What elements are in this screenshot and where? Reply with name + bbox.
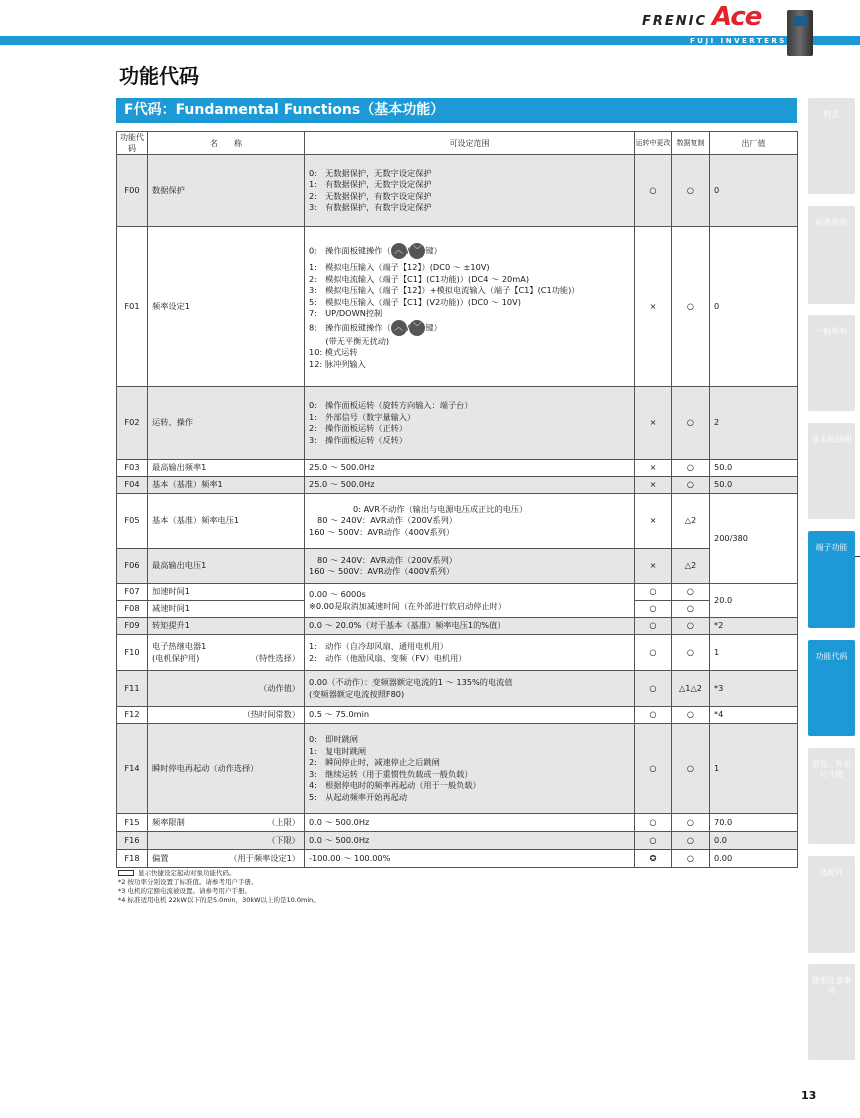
name-cell: 运转、操作 bbox=[148, 387, 305, 460]
runtime-cell: ○ bbox=[635, 584, 672, 601]
range-line: 1: 动作（自冷却风扇、通用电机用） bbox=[309, 641, 448, 651]
runtime-cell: ✪ bbox=[635, 850, 672, 868]
range-cell: -100.00 ～ 100.00% bbox=[305, 850, 635, 868]
default-cell: 0 bbox=[710, 227, 798, 387]
table-row bbox=[117, 618, 798, 635]
footnote: *3 电机的定额电流被设置。请参考用户手册。 bbox=[118, 887, 251, 895]
runtime-cell: × bbox=[635, 477, 672, 494]
copy-cell: ○ bbox=[672, 707, 710, 724]
default-cell: 1 bbox=[710, 724, 798, 814]
side-tab-label: 基本接线图 bbox=[811, 435, 852, 444]
runtime-cell: ○ bbox=[635, 601, 672, 618]
name-cell: 最高输出电压1 bbox=[148, 549, 305, 584]
code-cell: F08 bbox=[117, 601, 148, 618]
side-tab-function-codes[interactable] bbox=[808, 640, 855, 736]
range-line: 3: 继续运转（用于重惯性负载或一般负载） bbox=[309, 768, 473, 779]
header-copy: 数据复制 bbox=[672, 132, 710, 155]
table-header-row bbox=[117, 132, 798, 155]
code-cell: F16 bbox=[117, 832, 148, 850]
copy-cell: ○ bbox=[672, 584, 710, 601]
range-line: 10: 模式运转 bbox=[309, 347, 358, 357]
range-line: 80 ～ 240V：AVR动作（200V系列） bbox=[317, 515, 457, 526]
side-tab-wiring[interactable] bbox=[808, 423, 855, 519]
header-code: 功能代码 bbox=[117, 132, 148, 155]
header-runtime: 运转中更改 bbox=[635, 132, 672, 155]
range-line: 1: 模拟电压输入（端子【12】）(DC0 ～ ±10V) bbox=[309, 262, 490, 272]
side-tab-label: 选配件 bbox=[819, 868, 844, 877]
range-line bbox=[309, 243, 630, 259]
code-cell: F05 bbox=[117, 494, 148, 549]
name-qualifier: （用于频率设定1） bbox=[229, 852, 300, 863]
side-tab-options[interactable] bbox=[808, 856, 855, 953]
copy-cell: ○ bbox=[672, 387, 710, 460]
range-line: 3: 模拟电压输入（端子【12】）+模拟电流输入（端子【C1】(C1功能)） bbox=[309, 285, 580, 295]
name-cell: 转矩提升1 bbox=[148, 618, 305, 635]
copy-cell: ○ bbox=[672, 155, 710, 227]
range-line: 2: 动作（他励风扇、变频（FV）电机用） bbox=[309, 652, 467, 663]
range-line: 2: 无数据保护，有数字设定保护 bbox=[309, 190, 432, 201]
range-cell bbox=[305, 549, 635, 584]
slash-text: / bbox=[406, 322, 410, 332]
name-cell bbox=[148, 707, 305, 724]
function-code-table bbox=[116, 131, 798, 868]
copy-cell: ○ bbox=[672, 814, 710, 832]
side-tab-standard-specs[interactable] bbox=[808, 206, 855, 304]
range-line: 160 ～ 500V：AVR动作（400V系列） bbox=[309, 526, 455, 537]
code-cell: F09 bbox=[117, 618, 148, 635]
range-cell: 25.0 ～ 500.0Hz bbox=[305, 477, 635, 494]
runtime-cell: × bbox=[635, 460, 672, 477]
table-row bbox=[117, 387, 798, 460]
code-cell: F12 bbox=[117, 707, 148, 724]
range-cell bbox=[305, 494, 635, 549]
range-line: 0.00（不动作）：变频器额定电流的1 ～ 135%的电流值 bbox=[309, 677, 513, 687]
range-cell bbox=[305, 671, 635, 707]
runtime-cell: × bbox=[635, 549, 672, 584]
copy-cell: ○ bbox=[672, 635, 710, 671]
header-range: 可设定范围 bbox=[305, 132, 635, 155]
default-cell: 0 bbox=[710, 155, 798, 227]
code-cell: F11 bbox=[117, 671, 148, 707]
name-cell bbox=[148, 671, 305, 707]
range-line: 80 ～ 240V：AVR动作（200V系列） bbox=[317, 554, 457, 565]
header-name: 名 称 bbox=[148, 132, 305, 155]
legend-box-icon bbox=[118, 870, 134, 876]
up-key-icon: ︿ bbox=[391, 320, 407, 336]
range-line: 160 ～ 500V：AVR动作（400V系列） bbox=[309, 566, 455, 576]
copy-cell: ○ bbox=[672, 227, 710, 387]
range-line: 5: 模拟电压输入（端子【C1】(V2功能)）(DC0 ～ 10V) bbox=[309, 296, 521, 307]
edge-tick-mark bbox=[855, 556, 860, 557]
table-row bbox=[117, 850, 798, 868]
brand-ace-text: Ace bbox=[712, 2, 762, 32]
range-line: 3: 操作面板运转（反转） bbox=[309, 434, 408, 445]
range-line: 7: UP/DOWN控制 bbox=[309, 308, 383, 318]
code-cell: F07 bbox=[117, 584, 148, 601]
runtime-cell: ○ bbox=[635, 814, 672, 832]
copy-cell: ○ bbox=[672, 477, 710, 494]
range-line: (带无平衡无扰动) bbox=[309, 335, 390, 346]
runtime-cell: ○ bbox=[635, 707, 672, 724]
range-text: 0: 操作面板键操作（ bbox=[309, 245, 391, 256]
runtime-cell: ○ bbox=[635, 671, 672, 707]
table-row bbox=[117, 707, 798, 724]
default-cell: 50.0 bbox=[710, 477, 798, 494]
runtime-cell: × bbox=[635, 387, 672, 460]
side-tab-features[interactable] bbox=[808, 98, 855, 194]
name-qualifier: （特性选择） bbox=[250, 652, 300, 663]
side-tab-label: 标准规格 bbox=[815, 218, 848, 227]
copy-cell: ○ bbox=[672, 460, 710, 477]
copy-cell: △1△2 bbox=[672, 671, 710, 707]
footnotes bbox=[118, 869, 320, 905]
footnote-text: 显示快捷设定起动对象功能代码。 bbox=[138, 869, 236, 877]
runtime-cell: ○ bbox=[635, 635, 672, 671]
table-row bbox=[117, 584, 798, 601]
section-heading: F代码：Fundamental Functions（基本功能） bbox=[116, 98, 797, 123]
range-line: 0.00 ～ 6000s bbox=[309, 589, 366, 599]
range-line: 1: 复电时跳闸 bbox=[309, 745, 367, 756]
name-text: 频率限制 bbox=[152, 816, 185, 827]
side-tab-general-specs[interactable] bbox=[808, 315, 855, 411]
range-line: (变频器额定电流按照F80) bbox=[309, 688, 405, 699]
side-tab-label: 型号、外形尺寸图 bbox=[811, 760, 852, 779]
down-key-icon: ﹀ bbox=[409, 320, 425, 336]
table-row bbox=[117, 227, 798, 387]
copy-cell: ○ bbox=[672, 724, 710, 814]
name-cell bbox=[148, 635, 305, 671]
name-cell: 加速时间1 bbox=[148, 584, 305, 601]
code-cell: F01 bbox=[117, 227, 148, 387]
side-tab-precautions[interactable] bbox=[808, 964, 855, 1060]
range-line: 12: 脉冲列输入 bbox=[309, 358, 366, 369]
range-line: 1: 有数据保护，无数字设定保护 bbox=[309, 179, 432, 189]
code-cell: F18 bbox=[117, 850, 148, 868]
default-cell: *2 bbox=[710, 618, 798, 635]
name-text: (电机保护用) bbox=[152, 652, 200, 663]
table-row bbox=[117, 832, 798, 850]
range-text: 8: 操作面板键操作（ bbox=[309, 322, 391, 332]
range-cell bbox=[305, 227, 635, 387]
range-line: 5: 从起动频率开始再起动 bbox=[309, 791, 408, 802]
side-tab-label: 特点 bbox=[823, 110, 840, 119]
brand-frenic-text: FRENIC bbox=[642, 14, 708, 29]
range-cell bbox=[305, 584, 635, 618]
range-cell: 0.0 ～ 500.0Hz bbox=[305, 832, 635, 850]
range-line: ※0.00是取消加减速时间（在外部进行软启动停止时） bbox=[309, 600, 507, 611]
code-cell: F03 bbox=[117, 460, 148, 477]
code-cell: F00 bbox=[117, 155, 148, 227]
runtime-cell: × bbox=[635, 227, 672, 387]
name-cell bbox=[148, 814, 305, 832]
name-cell: 数据保护 bbox=[148, 155, 305, 227]
range-line: 0: 操作面板运转（旋转方向输入：端子台） bbox=[309, 400, 473, 410]
code-cell: F04 bbox=[117, 477, 148, 494]
range-line: 1: 外部信号（数字量输入） bbox=[309, 411, 416, 422]
table-row bbox=[117, 724, 798, 814]
name-line: 电子热继电器1 bbox=[152, 641, 207, 651]
name-cell bbox=[148, 850, 305, 868]
name-cell: 减速时间1 bbox=[148, 601, 305, 618]
table-row bbox=[117, 460, 798, 477]
range-cell: 0.5 ～ 75.0min bbox=[305, 707, 635, 724]
footnote: *2 按功率分别设置了标准值。请参考用户手册。 bbox=[118, 878, 258, 886]
code-cell: F14 bbox=[117, 724, 148, 814]
code-cell: F02 bbox=[117, 387, 148, 460]
name-qualifier: （下限） bbox=[267, 834, 300, 845]
down-key-icon: ﹀ bbox=[409, 243, 425, 259]
name-qualifier: （热时间常数） bbox=[242, 709, 300, 720]
range-line: 2: 操作面板运转（正转） bbox=[309, 423, 408, 433]
range-text: 键） bbox=[425, 322, 442, 332]
default-cell: *4 bbox=[710, 707, 798, 724]
range-line: 4: 根据停电时的频率再起动（用于一般负载） bbox=[309, 780, 481, 790]
range-line: 2: 瞬间停止时，减速停止之后跳闸 bbox=[309, 757, 440, 767]
table-row bbox=[117, 155, 798, 227]
range-line: 3: 有数据保护，有数字设定保护 bbox=[309, 202, 432, 212]
name-line bbox=[152, 653, 300, 665]
range-line: 2: 模拟电流输入（端子【C1】(C1功能)）(DC4 ～ 20mA) bbox=[309, 273, 530, 284]
page-title: 功能代码 bbox=[119, 64, 199, 88]
footnote: *4 标准适用电机 22kW以下的是5.0min，30kW以上的是10.0min。 bbox=[118, 896, 320, 904]
header-default: 出厂值 bbox=[710, 132, 798, 155]
runtime-cell: ○ bbox=[635, 155, 672, 227]
range-line: 0: 无数据保护，无数字设定保护 bbox=[309, 167, 432, 178]
code-cell: F06 bbox=[117, 549, 148, 584]
code-cell: F15 bbox=[117, 814, 148, 832]
range-cell: 0.0 ～ 20.0%（对于基本（基准）频率电压1的%值） bbox=[305, 618, 635, 635]
default-cell: 200/380 bbox=[710, 494, 798, 584]
range-cell bbox=[305, 155, 635, 227]
side-tab-label: 功能代码 bbox=[815, 652, 848, 661]
default-cell: 20.0 bbox=[710, 584, 798, 618]
side-tab-terminal-functions[interactable] bbox=[808, 531, 855, 628]
slash-text: / bbox=[406, 245, 410, 256]
range-cell: 0.0 ～ 500.0Hz bbox=[305, 814, 635, 832]
runtime-cell: ○ bbox=[635, 618, 672, 635]
table-row bbox=[117, 494, 798, 549]
range-cell bbox=[305, 635, 635, 671]
default-cell: 1 bbox=[710, 635, 798, 671]
table-row bbox=[117, 477, 798, 494]
range-cell: 25.0 ～ 500.0Hz bbox=[305, 460, 635, 477]
default-cell: 50.0 bbox=[710, 460, 798, 477]
runtime-cell: ○ bbox=[635, 724, 672, 814]
runtime-cell: × bbox=[635, 494, 672, 549]
copy-cell: ○ bbox=[672, 850, 710, 868]
side-tab-dimensions[interactable] bbox=[808, 748, 855, 844]
name-cell: 基本（基准）频率1 bbox=[148, 477, 305, 494]
default-cell: 0.0 bbox=[710, 832, 798, 850]
name-text: 偏置 bbox=[152, 852, 169, 863]
name-cell bbox=[148, 832, 305, 850]
up-key-icon: ︿ bbox=[391, 243, 407, 259]
range-line: 0: AVR不动作（输出与电源电压成正比的电压） bbox=[353, 503, 528, 514]
table-row bbox=[117, 549, 798, 584]
range-cell bbox=[305, 387, 635, 460]
brand-fuji-text: FUJI INVERTERS bbox=[690, 37, 787, 45]
name-cell: 瞬时停电再起动（动作选择） bbox=[148, 724, 305, 814]
footnote bbox=[118, 869, 320, 878]
table-row bbox=[117, 814, 798, 832]
range-cell bbox=[305, 724, 635, 814]
default-cell: 70.0 bbox=[710, 814, 798, 832]
default-cell: 0.00 bbox=[710, 850, 798, 868]
brand-logo bbox=[642, 2, 802, 48]
copy-cell: △2 bbox=[672, 549, 710, 584]
side-tab-label: 端子功能 bbox=[815, 543, 848, 552]
copy-cell: ○ bbox=[672, 618, 710, 635]
default-cell: 2 bbox=[710, 387, 798, 460]
range-line: 0: 即时跳闸 bbox=[309, 734, 358, 744]
copy-cell: △2 bbox=[672, 494, 710, 549]
range-line bbox=[309, 320, 630, 336]
name-cell: 频率设定1 bbox=[148, 227, 305, 387]
name-cell: 基本（基准）频率电压1 bbox=[148, 494, 305, 549]
default-cell: *3 bbox=[710, 671, 798, 707]
name-qualifier: （上限） bbox=[267, 816, 300, 827]
table-row bbox=[117, 671, 798, 707]
runtime-cell: ○ bbox=[635, 832, 672, 850]
copy-cell: ○ bbox=[672, 601, 710, 618]
range-text: 键） bbox=[425, 245, 442, 256]
name-cell: 最高输出频率1 bbox=[148, 460, 305, 477]
side-tab-label: 使用注意事项 bbox=[811, 976, 852, 995]
inverter-product-image bbox=[787, 10, 813, 56]
side-tab-label: 一般规格 bbox=[815, 327, 848, 336]
page-number: 13 bbox=[801, 1089, 817, 1102]
name-qualifier: （动作值） bbox=[259, 682, 300, 693]
table-row bbox=[117, 635, 798, 671]
copy-cell: ○ bbox=[672, 832, 710, 850]
code-cell: F10 bbox=[117, 635, 148, 671]
